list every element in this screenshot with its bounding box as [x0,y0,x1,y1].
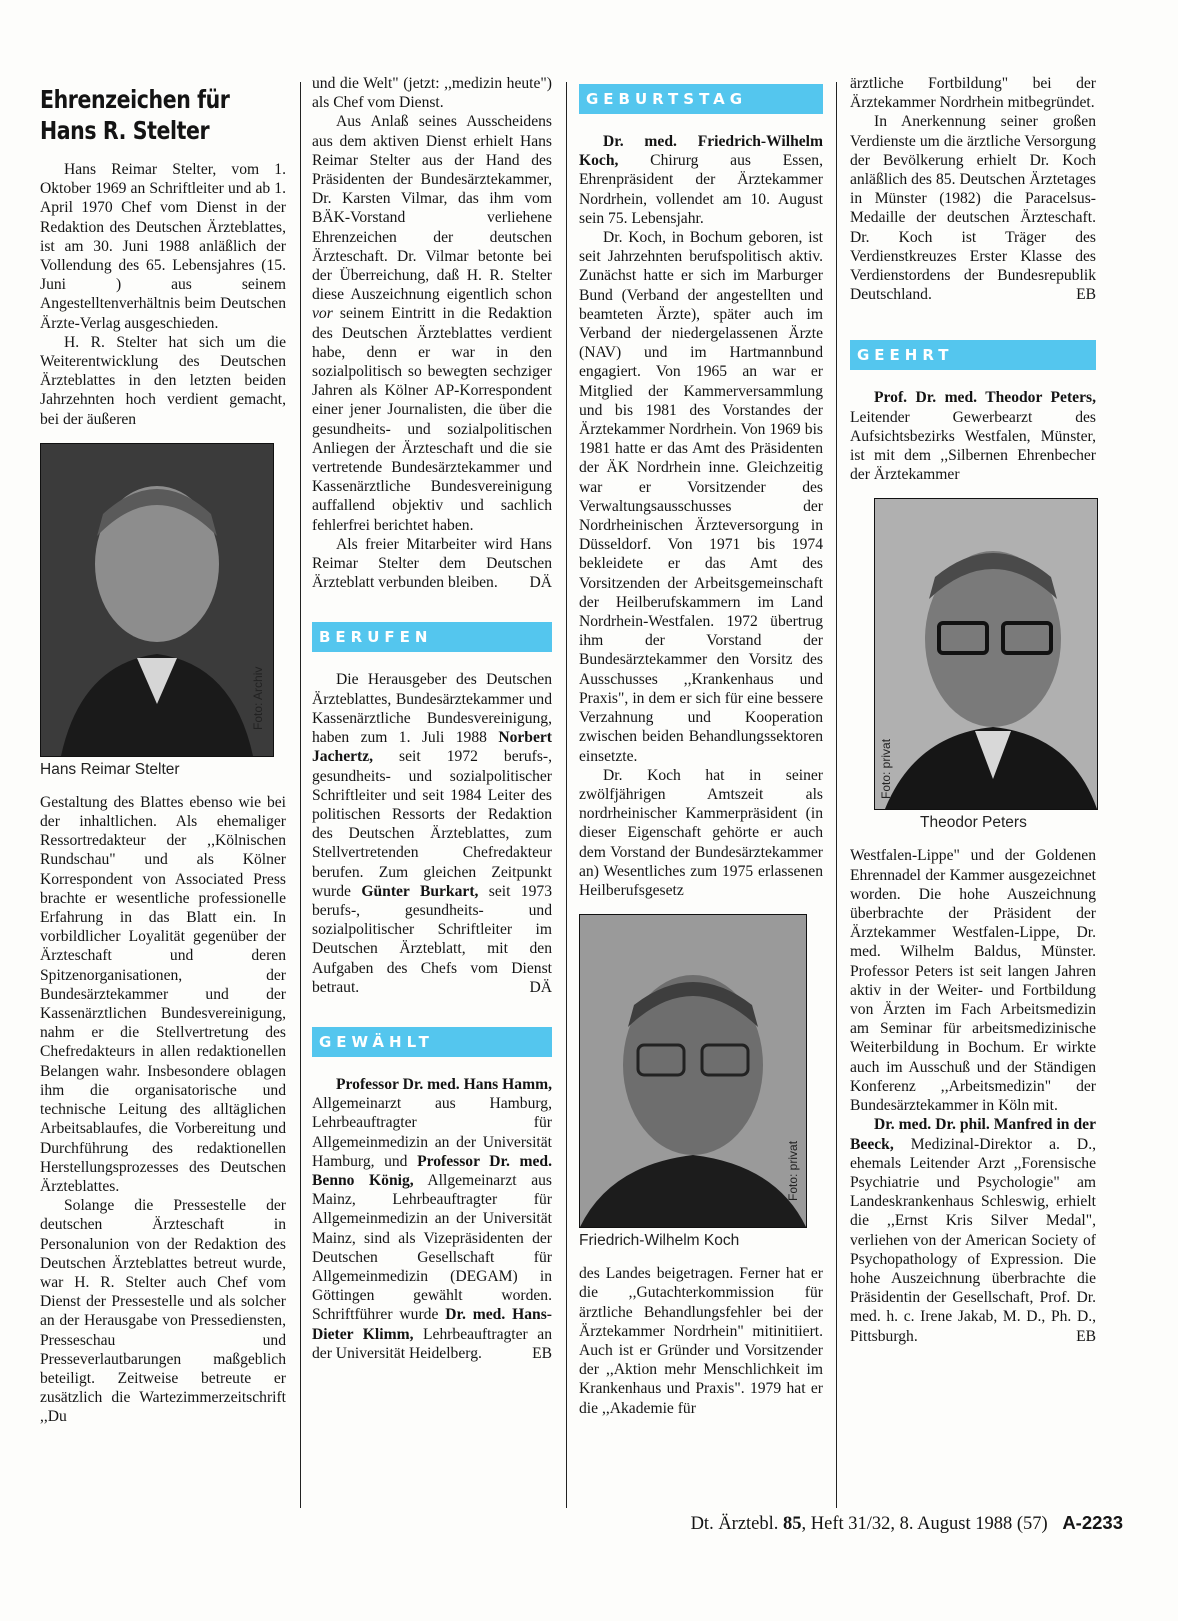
column-2 [312,74,552,1363]
portrait-photo-peters [874,498,1098,810]
article-paragraph: In Anerkennung seiner großen Verdienste um die ärztliche Versorgung der Bevölkerung erhielt Dr. Koch anläßlich des 85. Deutschen Ärztetages in Münster (1982) die Paracelsus-Medaille der deutschen Ärzteschaft. Dr. Koch ist Träger des Verdienstkreuzes Erster Klasse des Verdienstordens der Bundesrepublik Deutschland. EB [850,113,1096,304]
article-paragraph: H. R. Stelter hat sich um die Weiterentwicklung des Deutschen Ärzteblattes in den letzten beiden Jahrzehnten hoch verdient gemacht, bei der äußeren [40,333,286,428]
section-band-berufen: BERUFEN [312,622,552,652]
photo-credit: Foto: privat [786,1141,800,1202]
photo-credit: Foto: Archiv [251,666,265,730]
column-divider [300,82,301,1508]
section-band-geburtstag: GEBURTSTAG [579,84,823,114]
article-paragraph: Professor Dr. med. Hans Hamm, Allgemeinarzt aus Hamburg, Lehrbeauftragter für Allgemeinmedizin an der Universität Hamburg, und Professor Dr. med. Benno König, Allgemeinarzt aus Mainz, Lehrbeauftragter für Allgemeinmedizin an der Universität Mainz, sind als Vizepräsidenten der Deutschen Gesellschaft für Allgemeinmedizin (DEGAM) in Göttingen gewählt worden. Schriftführer wurde Dr. med. Hans-Dieter Klimm, Lehrbeauftragter an der Universität Heidelberg. EB [312,1075,552,1362]
article-paragraph: Westfalen-Lippe" und der Goldenen Ehrennadel der Kammer ausgezeichnet worden. Die hohe Auszeichnung überbrachte der Präsident der Ärztekammer Westfalen-Lippe, Dr. med. Wilhelm Baldus, Münster. Professor Peters ist seit langen Jahren aktiv in der Weiter- und Fortbildung von Ärzten im Fach Arbeitsmedizin am Seminar für arbeitsmedizinische Weiterbildung in Bochum. Er wirkte auch im Ausschuß und der Ständigen Konferenz ,,Arbeitsmedizin" der Bundesärztekammer in Köln mit. [850,847,1096,1115]
photo-caption: Theodor Peters [920,814,1027,832]
author-sign: EB [1076,286,1096,304]
article-paragraph: Prof. Dr. med. Theodor Peters, Leitender Gewerbearzt des Aufsichtsbezirks Westfalen, Münster, ist mit dem ,,Silbernen Ehrenbecher der Ärztekammer [850,389,1096,484]
page-number: A-2233 [1062,1512,1123,1533]
column-divider [836,82,837,1508]
author-sign: DÄ [529,574,552,592]
article-paragraph: Die Herausgeber des Deutschen Ärzteblattes, Bundesärztekammer und Kassenärztliche Bundesvereinigung, haben zum 1. Juli 1988 Norbert Jachertz, seit 1972 berufs-, gesundheits- und sozialpolitischer Schriftleiter und seit 1984 Leiter des politischen Ressorts der Redaktion des Deutschen Ärzteblattes, zum Stellvertretenden Chefredakteur berufen. Zum gleichen Zeitpunkt wurde Günter Burkart, seit 1973 berufs-, gesundheits- und sozialpolitischer Schriftleiter im Deutschen Ärzteblatt, mit den Aufgaben des Chefs vom Dienst betraut. DÄ [312,671,552,996]
column-divider [566,82,567,1508]
photo-credit: Foto: privat [879,739,893,800]
journal-name: Dt. Ärztebl. [690,1514,779,1534]
volume-number: 85 [783,1514,802,1534]
issue-info: , Heft 31/32, 8. August 1988 (57) [801,1514,1048,1534]
article-paragraph: Dr. Koch, in Bochum geboren, ist seit Jahrzehnten berufspolitisch aktiv. Zunächst hatte er sich im Marburger Bund (Verband der angestellten und beamteten Ärzte), später auch im Verband der niedergelassenen Ärzte (NAV) und im Hartmannbund engagiert. Von 1965 an war er Mitglied der Kammerversammlung und bis 1981 des Vorstandes der Ärztekammer Nordrhein. Von 1969 bis 1981 hatte er das Amt des Präsidenten der ÄK Nordrhein inne. Gleichzeitig war er Vorsitzender des Verwaltungsausschusses der Nordrheinischen Ärzteversorgung in Düsseldorf. Von 1971 bis 1974 bekleidete er das Amt des Vorsitzenden der Arbeitsgemeinschaft der Heilberufskammern im Land Nordrhein-Westfalen. 1972 übertrug ihm der Vorstand der Bundesärztekammer den Vorsitz des Ausschusses ,,Krankenhaus und Praxis", in dem er sich für eine bessere Verzahnung und Kooperation zwischen beiden Behandlungssektoren einsetzte. [579,229,823,765]
article-paragraph: Als freier Mitarbeiter wird Hans Reimar Stelter dem Deutschen Ärzteblatt verbunden bleiben. DÄ [312,535,552,592]
author-sign: EB [532,1344,552,1362]
column-3 [579,74,823,1418]
article-paragraph: Hans Reimar Stelter, vom 1. Oktober 1969 an Schriftleiter und ab 1. April 1970 Chef vom Dienst in der Redaktion des Deutschen Ärzteblattes, ist am 30. Juni 1988 anläßlich der Vollendung des 65. Lebensjahres (15. Juni ) aus seinem Angestelltenverhältnis beim Deutschen Ärzte-Verlag ausgeschieden. [40,161,286,332]
author-sign: EB [1076,1327,1096,1345]
article-paragraph: ärztliche Fortbildung" bei der Ärztekammer Nordrhein mitbegründet. [850,75,1096,112]
article-paragraph: Solange die Pressestelle der deutschen Ärzteschaft in Personalunion von der Redaktion des Deutschen Ärzteblattes betreut wurde, war H. R. Stelter auch Chef vom Dienst der Pressestelle und als solcher an der Herausgabe von Pressediensten, Presseschau und Presseverlautbarungen maßgeblich beteiligt. Zeitweise betreute er zusätzlich die Wartezimmerzeitschrift ,,Du [40,1197,286,1426]
portrait-photo-stelter [40,443,274,757]
article-paragraph: Aus Anlaß seines Ausscheidens aus dem aktiven Dienst erhielt Hans Reimar Stelter aus der Hand des Präsidenten der Bundesärztekammer, Dr. Karsten Vilmar, das ihm vom BÄK-Vorstand verliehene Ehrenzeichen der deutschen Ärzteschaft. Dr. Vilmar betonte bei der Überreichung, daß H. R. Stelter diese Auszeichnung eigentlich schon vor seinem Eintritt in die Redaktion des Deutschen Ärzteblattes verdient habe, denn er war in den sozialpolitisch so bewegten sechziger Jahren als Kölner AP-Korrespondent einer jener Journalisten, die über die gesundheits- und sozialpolitischen Anliegen der Ärzteschaft und die sie vertretende Bundesärztekammer und Kassenärztliche Bundesvereinigung auffallend objektiv und sachlich fehlerfrei berichtet haben. [312,113,552,534]
article-paragraph: des Landes beigetragen. Ferner hat er die ,,Gutachterkommission für ärztliche Behandlungsfehler bei der Ärztekammer Nordrhein" mitinitiiert. Auch ist er Gründer und Vorsitzender der ,,Aktion mehr Menschlichkeit im Krankenhaus und Praxis". 1979 hat er die ,,Akademie für [579,1265,823,1417]
article-paragraph: Dr. med. Dr. phil. Manfred in der Beeck, Medizinal-Direktor a. D., ehemals Leitender Arzt ,,Forensische Psychiatrie und Psychologie" am Landeskrankenhaus Schleswig, erhielt die ,,Ernst Kris Silver Medal", verliehen von der American Society of Psychopathology of Expression. Die hohe Auszeichnung überbrachte die Präsidentin der Gesellschaft, Prof. Dr. med. h. c. Irene Jakab, M. D., Ph. D., Pittsburgh. EB [850,1116,1096,1345]
photo-caption: Friedrich-Wilhelm Koch [579,1232,740,1250]
author-sign: DÄ [529,978,552,996]
portrait-photo-koch [579,914,807,1228]
section-band-gewaehlt: GEWÄHLT [312,1027,552,1057]
article-paragraph: Dr. med. Friedrich-Wilhelm Koch, Chirurg aus Essen, Ehrenpräsident der Ärztekammer Nordrhein, vollendet am 10. August sein 75. Lebensjahr. [579,133,823,227]
photo-caption: Hans Reimar Stelter [40,760,180,778]
column-1 [40,74,286,1427]
section-band-geehrt: GEEHRT [850,340,1096,370]
article-headline: Ehrenzeichen für Hans R. Stelter [40,85,230,145]
column-4 [850,74,1096,1346]
page-footer [691,1512,1123,1535]
article-paragraph: Dr. Koch hat in seiner zwölfjährigen Amtszeit als nordrheinischer Kammerpräsident (in dieser Eigenschaft gehörte er auch dem Vorstand der Bundesärztekammer an) Wesentliches zum 1975 erlassenen Heilberufsgesetz [579,766,823,899]
article-paragraph: Gestaltung des Blattes ebenso wie bei der inhaltlichen. Als ehemaliger Ressortredakteur der ,,Kölnischen Rundschau" und als Kölner Korrespondent von Associated Press brachte er wesentliche professionelle Erfahrung in das Blatt ein. In vorbildlicher Loyalität gegenüber der Ärzteschaft und deren Spitzenorganisationen, der Bundesärztekammer und der Kassenärztlichen Bundesvereinigung, nahm er die Stellvertretung des Chefredakteurs in allen redaktionellen Belangen wahr. Insbesondere oblagen ihm die organisatorische und technische Leitung des alltäglichen Arbeitsablaufes, die Vorbereitung und Durchführung des redaktionellen Herstellungsprozesses des Deutschen Ärzteblattes. [40,793,286,1195]
article-paragraph: und die Welt" (jetzt: ,,medizin heute") als Chef vom Dienst. [312,75,552,112]
